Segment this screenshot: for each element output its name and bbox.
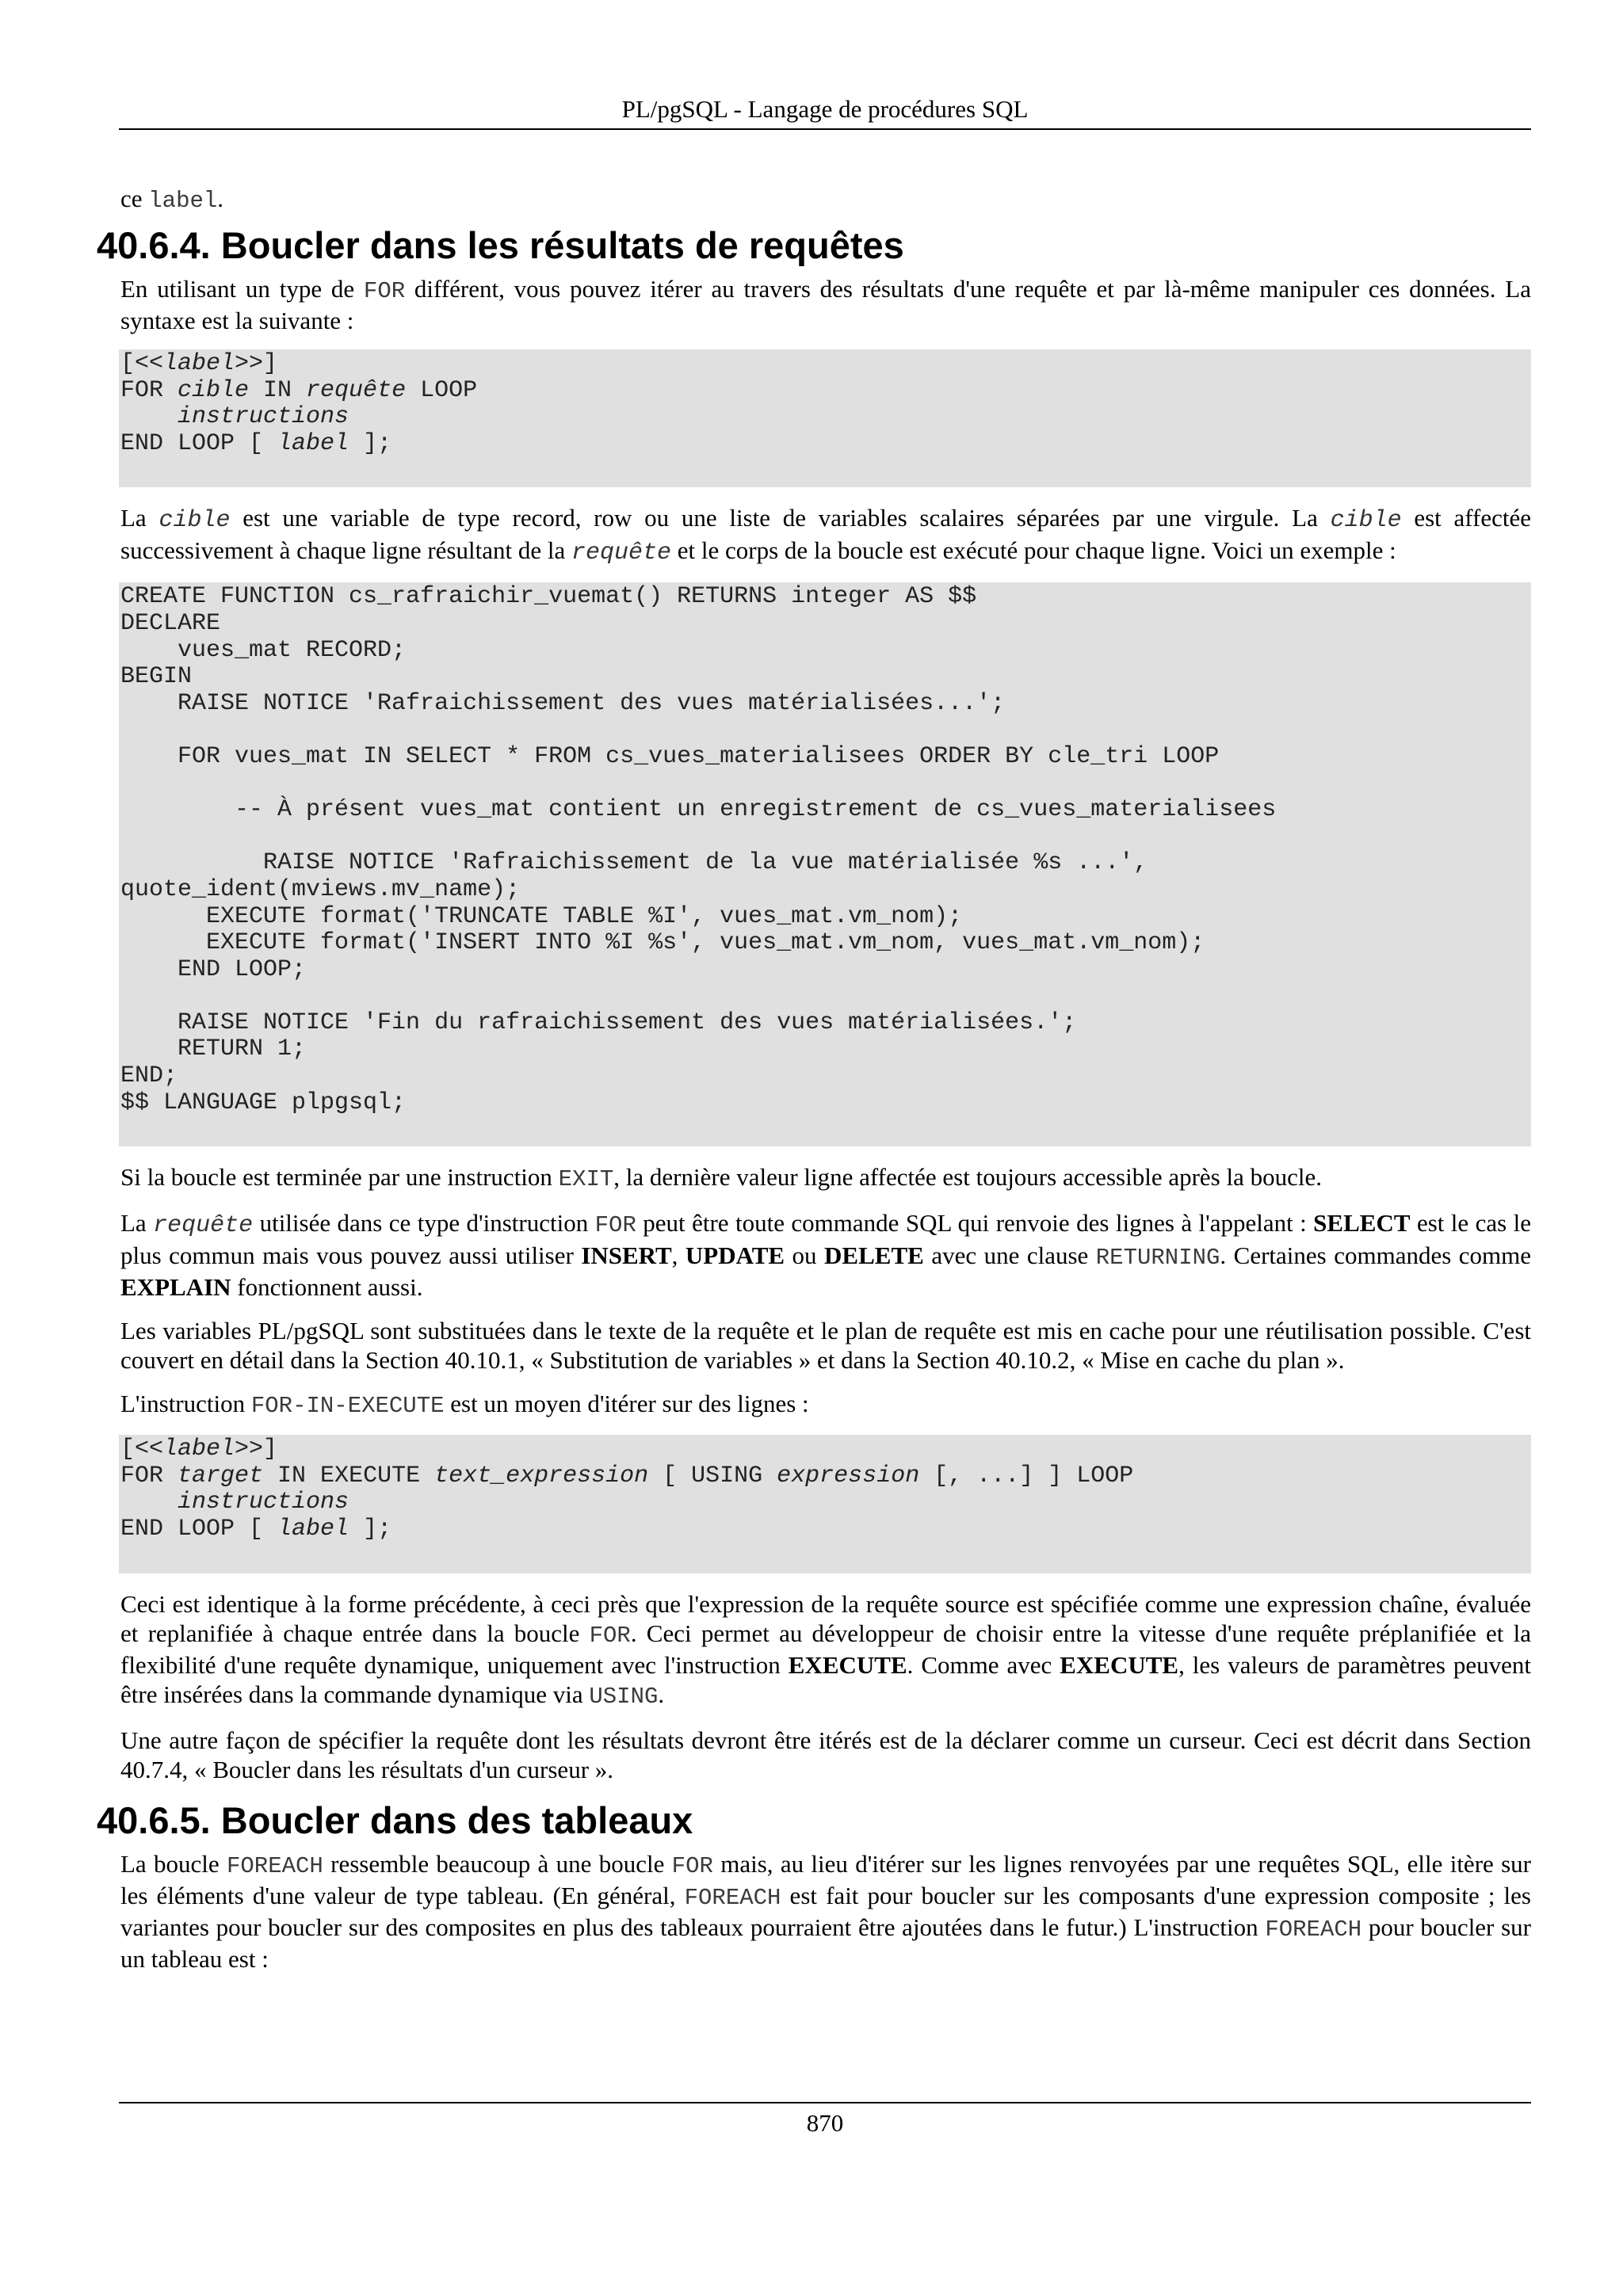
text-run: est affectée successivement à chaque ligne résultant de la (120, 504, 1531, 565)
paragraph-cible (119, 503, 1531, 568)
code-run: END LOOP [ (120, 429, 278, 457)
running-header: PL/pgSQL - Langage de procédures SQL (621, 95, 1029, 123)
bold-keyword: UPDATE (685, 1241, 785, 1270)
code-run: FOR (120, 1462, 178, 1489)
text-run: est un moyen d'itérer sur des lignes : (444, 1390, 809, 1418)
page-content (97, 184, 1532, 1988)
inline-code: USING (589, 1683, 659, 1710)
paragraph-foreach (119, 1849, 1531, 1974)
bold-keyword: DELETE (824, 1241, 924, 1270)
text-run: peut être toute commande SQL qui renvoie des lignes à l'appelant : (636, 1209, 1314, 1238)
text-run: mais, au lieu d'itérer sur les lignes renvoyées par une requêtes SQL, elle itère sur les éléments d'une valeur de type tableau. (En général, (120, 1849, 1531, 1909)
text-run: . Certaines commandes comme (1220, 1241, 1532, 1270)
code-run: FOR (120, 376, 178, 404)
code-run: [, ...] ] LOOP (919, 1462, 1134, 1489)
paragraph-dynamic-query (119, 1589, 1531, 1711)
inline-code: FOREACH (684, 1884, 781, 1911)
paragraph-substitution: Les variables PL/pgSQL sont substituées dans le texte de la requête et le plan de requête est mis en cache pour une réutilisation possible. C'est couvert en détail dans la Section 40.10.1, « Substitution de variables » et dans la Section 40.10.2, « Mise en cache du plan ». (120, 1317, 1531, 1375)
code-param: cible (178, 376, 250, 404)
text-run: ou (785, 1241, 825, 1270)
code-run: >>] (235, 350, 278, 377)
text-run: La boucle (120, 1849, 227, 1878)
code-run: IN (249, 376, 307, 404)
inline-param: requête (571, 540, 672, 567)
inline-code: FOR (589, 1622, 631, 1649)
code-param: label (163, 350, 235, 377)
intro-prefix: ce (120, 185, 149, 212)
code-param: label (163, 1436, 235, 1463)
intro-line (119, 184, 1531, 215)
inline-code: RETURNING (1095, 1245, 1220, 1272)
code-run: LOOP (406, 376, 478, 404)
text-run: La (120, 1209, 154, 1238)
code-run: ]; (349, 429, 392, 457)
intro-suffix: . (217, 185, 224, 212)
text-run: Si la boucle est terminée par une instruction (120, 1163, 559, 1192)
code-param: instructions (178, 1489, 349, 1516)
paragraph-exit (119, 1162, 1531, 1194)
text-run: fonctionnent aussi. (231, 1273, 423, 1302)
text-run: différent, vous pouvez itérer au travers des résultats d'une requête et par là-même manipuler ces données. La syntaxe est la suivante : (120, 275, 1531, 334)
text-run: , les valeurs de paramètres peuvent être insérées dans la commande dynamique via (120, 1650, 1531, 1708)
paragraph-requete-types (119, 1208, 1531, 1302)
bold-keyword: SELECT (1313, 1209, 1411, 1238)
text-run: . Ceci permet au développeur de choisir entre la vitesse d'une requête préplanifiée et la flexibilité d'une requête dynamique, uniquement avec l'instruction (120, 1619, 1531, 1679)
code-run (120, 403, 178, 430)
text-run: , (671, 1241, 685, 1270)
code-param: expression (777, 1462, 920, 1489)
section-heading-40-6-5: 40.6.5. Boucler dans des tableaux (97, 1798, 693, 1841)
code-run (120, 1489, 178, 1516)
code-param: requête (306, 376, 407, 404)
text-run: ressemble beaucoup à une boucle (323, 1849, 672, 1878)
code-param: instructions (178, 403, 349, 431)
inline-code: FOR (671, 1852, 713, 1879)
inline-param: cible (158, 507, 231, 535)
footer-rule (119, 2102, 1531, 2103)
inline-code: FOR (594, 1212, 636, 1239)
bold-keyword: INSERT (581, 1241, 672, 1270)
section-heading-40-6-4: 40.6.4. Boucler dans les résultats de requêtes (97, 224, 904, 266)
code-param: target (178, 1462, 264, 1489)
intro-code: label (148, 188, 218, 214)
inline-code: FOR (363, 278, 406, 304)
inline-code: FOREACH (226, 1852, 323, 1879)
code-param: label (277, 1516, 349, 1543)
code-run: [ USING (648, 1462, 777, 1489)
code-run: ]; (349, 1516, 392, 1543)
code-run: [<< (120, 350, 164, 377)
text-run: pour boucler sur un tableau est : (120, 1913, 1531, 1973)
paragraph-intro-for (119, 274, 1531, 335)
inline-param: requête (153, 1212, 254, 1240)
text-run: La (120, 504, 159, 532)
text-run: L'instruction (120, 1390, 251, 1418)
code-param: label (277, 429, 349, 457)
code-run: >>] (235, 1436, 278, 1463)
text-run: , la dernière valeur ligne affectée est toujours accessible après la boucle. (613, 1163, 1322, 1192)
inline-param: cible (1330, 507, 1402, 535)
text-run: et le corps de la boucle est exécuté pour chaque ligne. Voici un exemple : (671, 536, 1396, 565)
code-example-block: CREATE FUNCTION cs_rafraichir_vuemat() RETURNS integer AS $$ DECLARE vues_mat RECORD; BEGIN RAISE NOTICE 'Rafraichissement des vues matérialisées...'; FOR vues_mat IN SELECT * FROM cs_vues_materialisees ORDER BY cle_tri LOOP -- À présent vues_mat contient un enregistrement de cs_vues_materialisees RAISE NOTICE 'Rafraichissement de la vue matérialisée %s ...', quote_ident(mviews.mv_name); EXECUTE format('TRUNCATE TABLE %I', vues_mat.vm_nom); EXECUTE format('INSERT INTO %I %s', vues_mat.vm_nom, vues_mat.vm_nom); END LOOP; RAISE NOTICE 'Fin du rafraichissement des vues matérialisées.'; RETURN 1; END; $$ LANGUAGE plpgsql; (119, 582, 1531, 1146)
text-run: Ceci est identique à la forme précédente, à ceci près que l'expression de la requête source est spécifiée comme une expression chaîne, évaluée et replanifiée à chaque entrée dans la boucle (120, 1589, 1531, 1647)
syntax-block-for-loop (119, 349, 1531, 487)
inline-code: FOR-IN-EXECUTE (250, 1393, 445, 1420)
text-run: est une variable de type record, row ou une liste de variables scalaires séparées par une virgule. La (230, 504, 1331, 532)
text-run: En utilisant un type de (120, 275, 364, 303)
bold-keyword: EXECUTE (1060, 1650, 1179, 1679)
syntax-block-for-in-execute (119, 1435, 1531, 1573)
code-param: text_expression (434, 1462, 649, 1489)
inline-code: EXIT (558, 1166, 614, 1193)
code-run: [<< (120, 1436, 164, 1463)
code-run: IN EXECUTE (263, 1462, 435, 1489)
paragraph-cursor: Une autre façon de spécifier la requête dont les résultats devront être itérés est de la déclarer comme un curseur. Ceci est décrit dans Section 40.7.4, « Boucler dans les résultats d'un curseur ». (120, 1726, 1531, 1783)
text-run: est fait pour boucler sur les composants d'une expression composite ; les variantes pour boucler sur des composites en plus des tableaux pourraient être ajoutées dans le futur.) L'instruction (120, 1881, 1531, 1941)
inline-code: FOREACH (1265, 1916, 1362, 1943)
code-run: END LOOP [ (120, 1516, 278, 1543)
text-run: utilisée dans ce type d'instruction (253, 1209, 595, 1238)
text-run: . Comme avec (907, 1650, 1060, 1679)
header-rule (119, 128, 1531, 130)
paragraph-for-in-execute (119, 1389, 1531, 1421)
bold-keyword: EXPLAIN (120, 1273, 231, 1302)
bold-keyword: EXECUTE (788, 1650, 907, 1679)
text-run: . (658, 1680, 665, 1708)
text-run: avec une clause (923, 1241, 1096, 1270)
text-run: est le cas le plus commun mais vous pouvez aussi utiliser (120, 1209, 1531, 1270)
page-number: 870 (806, 2109, 844, 2137)
